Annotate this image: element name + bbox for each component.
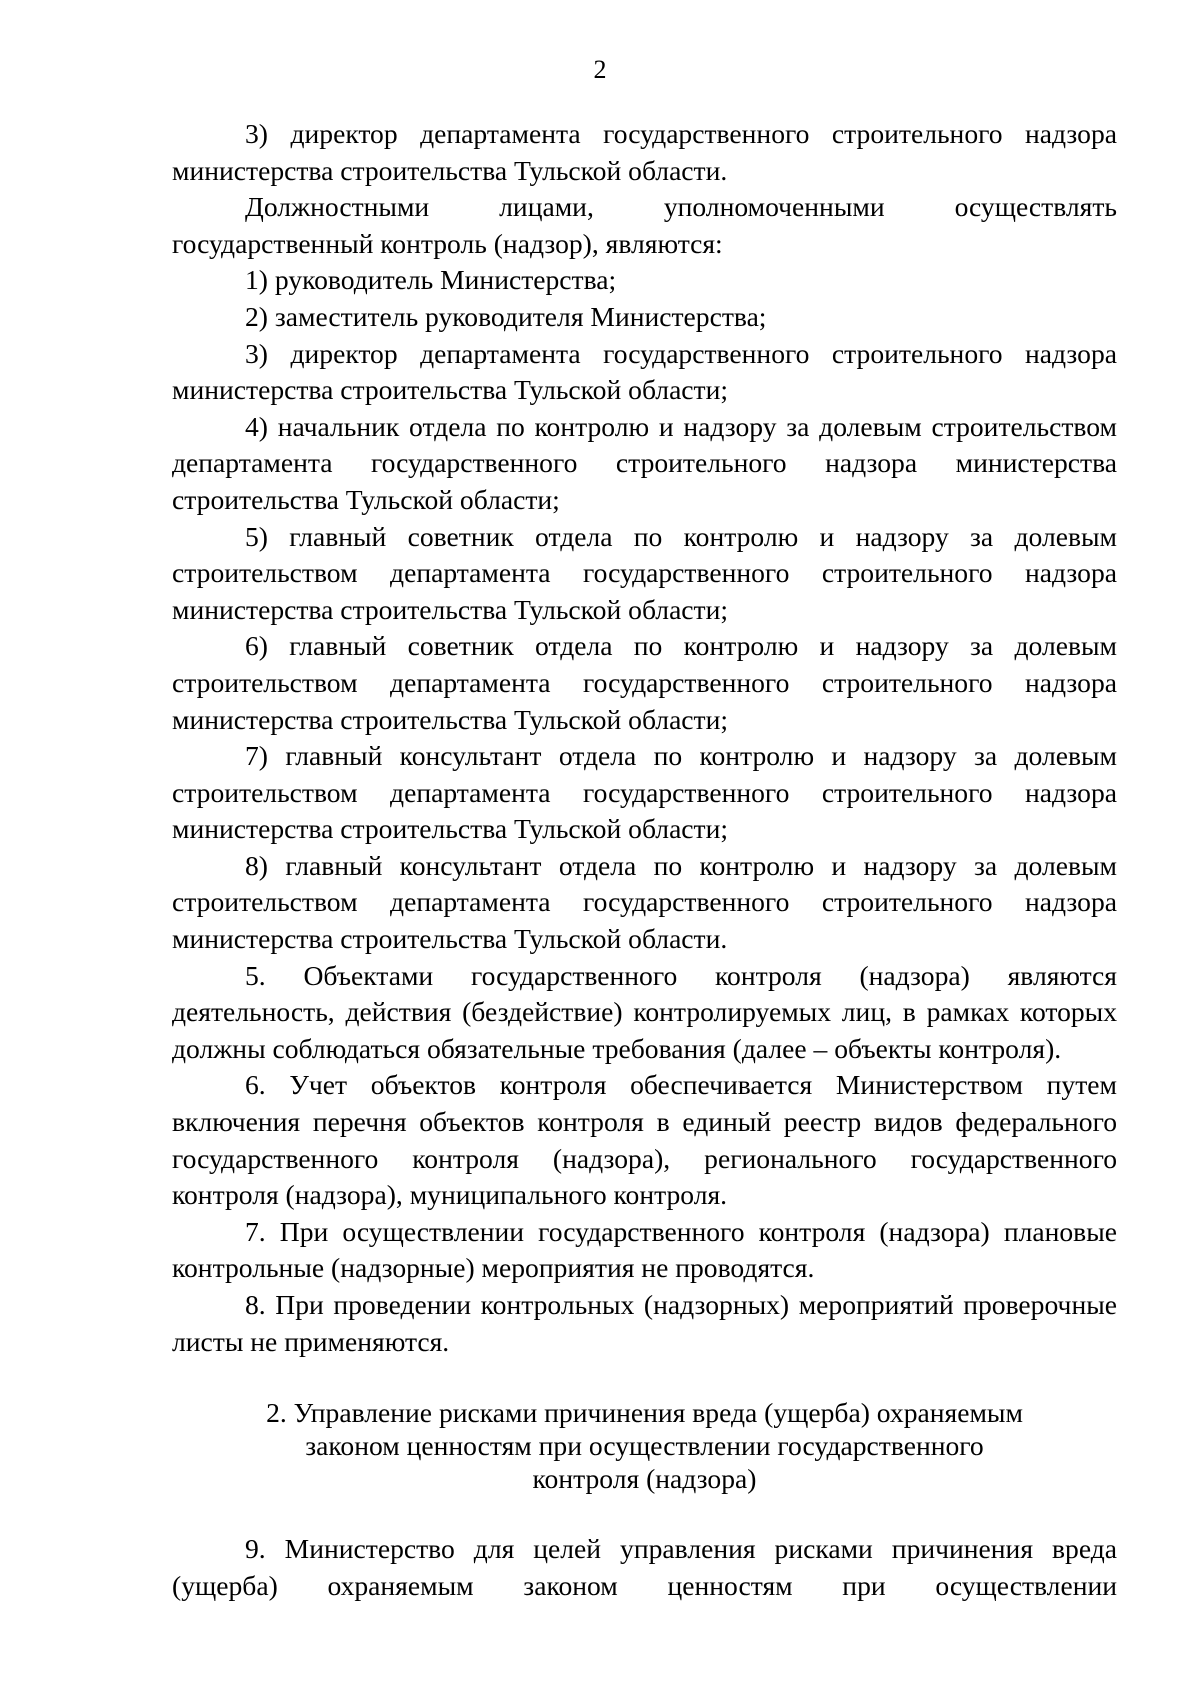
list-item-1: 1) руководитель Министерства; (245, 264, 617, 296)
list-item-8: 8) главный консультант отдела по контролю и надзору за долевым строительством департамента государственного строительного надзора министерства строительства Тульской области. (172, 849, 1117, 955)
paragraph-officials-intro: Должностными лицами, уполномоченными осуществлять государственный контроль (надзор), являются: (172, 191, 1117, 259)
list-item-4: 4) начальник отдела по контролю и надзору за долевым строительством департамента государственного строительного надзора министерства строительства Тульской области; (172, 410, 1117, 515)
page-number: 2 (593, 55, 607, 84)
list-item-7: 7) главный консультант отдела по контролю и надзору за долевым строительством департамента государственного строительного надзора министерства строительства Тульской области; (172, 740, 1117, 845)
paragraph-item-3-director: 3) директор департамента государственного строительного надзора министерства строительства Тульской области. (172, 118, 1117, 186)
section-heading (172, 1396, 1117, 1495)
list-item-3: 3) директор департамента государственного строительного надзора министерства строительства Тульской области; (172, 337, 1117, 406)
clause-7: 7. При осуществлении государственного контроля (надзора) плановые контрольные (надзорные) мероприятия не проводятся. (172, 1215, 1117, 1284)
list-item-5: 5) главный советник отдела по контролю и надзору за долевым строительством департамента государственного строительного надзора министерства строительства Тульской области; (172, 520, 1117, 625)
document-body (172, 116, 1117, 1604)
section-heading-line-3: контроля (надзора) (532, 1463, 757, 1495)
clause-6: 6. Учет объектов контроля обеспечивается Министерством путем включения перечня объектов контроля в единый реестр видов федерального государственного контроля (надзора), регионального государственного контроля (надзора), муниципального контроля. (172, 1069, 1117, 1211)
clause-8: 8. При проведении контрольных (надзорных) мероприятий проверочные листы не применяются. (172, 1289, 1117, 1357)
section-heading-line-2: законом ценностям при осуществлении государственного (305, 1430, 984, 1462)
clause-5: 5. Объектами государственного контроля (надзора) являются деятельность, действия (бездействие) контролируемых лиц, в рамках которых должны соблюдаться обязательные требования (далее – объекты контроля). (172, 959, 1117, 1064)
list-item-2: 2) заместитель руководителя Министерства; (245, 300, 767, 332)
section-heading-line-1: 2. Управление рисками причинения вреда (ущерба) охраняемым (266, 1397, 1023, 1429)
list-item-6: 6) главный советник отдела по контролю и надзору за долевым строительством департамента государственного строительного надзора министерства строительства Тульской области; (172, 630, 1117, 735)
clause-9: 9. Министерство для целей управления рисками причинения вреда (ущерба) охраняемым законом ценностям при осуществлении (172, 1533, 1117, 1601)
